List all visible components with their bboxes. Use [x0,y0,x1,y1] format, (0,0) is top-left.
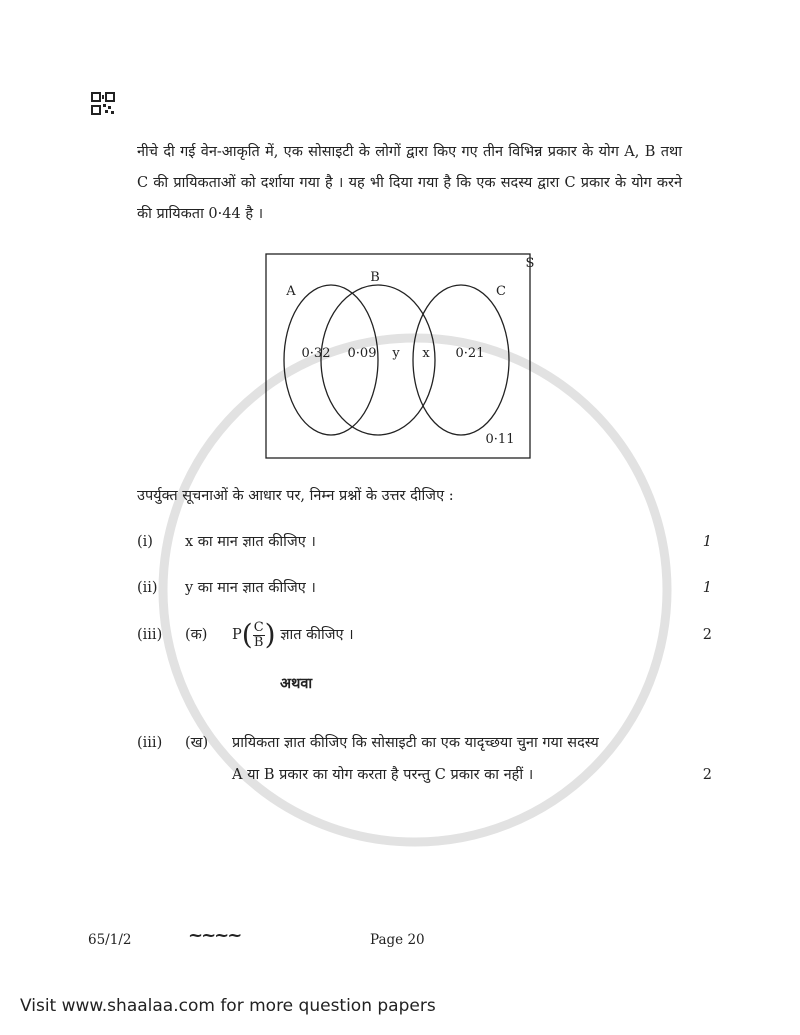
region-c-only: 0·21 [455,346,485,361]
q3b-text: प्रायिकता ज्ञात कीजिए कि सोसाइटी का एक यादृच्छया चुना गया सदस्य [232,735,599,751]
q2-text: y का मान ज्ञात कीजिए । [185,580,316,596]
q3b-text-line2: A या B प्रकार का योग करता है परन्तु C प्रकार का नहीं । [232,767,534,783]
region-a-only: 0·32 [301,346,331,361]
qr-code-icon [91,92,117,116]
question-2 [137,577,712,599]
question-1 [137,531,712,553]
q2-number: (ii) [137,580,158,596]
q3a-sub: (क) [185,627,208,643]
page-number: Page 20 [370,932,425,948]
region-b-and-c: x [422,346,430,361]
paper-code: 65/1/2 [88,932,132,948]
q3a-marks: 2 [702,627,712,643]
footer-banner-link[interactable]: Visit www.shaalaa.com for more question papers [20,996,436,1016]
q1-marks: 1 [702,534,712,550]
venn-diagram [260,250,550,465]
fraction-denominator: B [253,634,264,650]
label-s: S [525,256,535,271]
prob-p: P [232,627,242,643]
content-flow [137,137,712,791]
label-c: C [496,284,506,299]
instruction: उपर्युक्त सूचनाओं के आधार पर, निम्न प्रश्नों के उत्तर दीजिए : [137,488,454,504]
q1-text: x का मान ज्ञात कीजिए । [185,534,316,550]
q3a-text: ज्ञात कीजिए । [280,627,354,643]
region-outside: 0·11 [485,432,515,447]
question-3a [137,615,712,655]
fraction [253,621,265,650]
q3b-body [232,727,682,791]
region-b-only: y [392,346,400,361]
q3b-marks: 2 [702,767,712,783]
label-b: B [370,270,380,285]
q3b-number: (iii) [137,735,163,751]
q2-marks: 1 [702,580,712,596]
region-a-and-b: 0·09 [347,346,377,361]
footer-tilde: ~~~~ [188,925,241,946]
or-label: अथवा [280,675,313,692]
q3a-number: (iii) [137,627,163,643]
q3a-expression: P( $\frac{C}{B}$ ) ज्ञात कीजिए । [232,618,354,651]
question-3b [137,727,712,791]
label-a: A [286,284,296,299]
q1-number: (i) [137,534,153,550]
fraction-numerator: C [253,619,264,635]
q3b-sub: (ख) [185,735,209,751]
intro-paragraph: नीचे दी गई वेन-आकृति में, एक सोसाइटी के लोगों द्वारा किए गए तीन विभिन्न प्रकार के योग A, B तथा C की प्रायिकताओं को दर्शाया गया है । यह भी दिया गया है कि एक सदस्य द्वारा C प्रकार के योग करने की प्रायिकता 0·44 है । [137,144,682,222]
